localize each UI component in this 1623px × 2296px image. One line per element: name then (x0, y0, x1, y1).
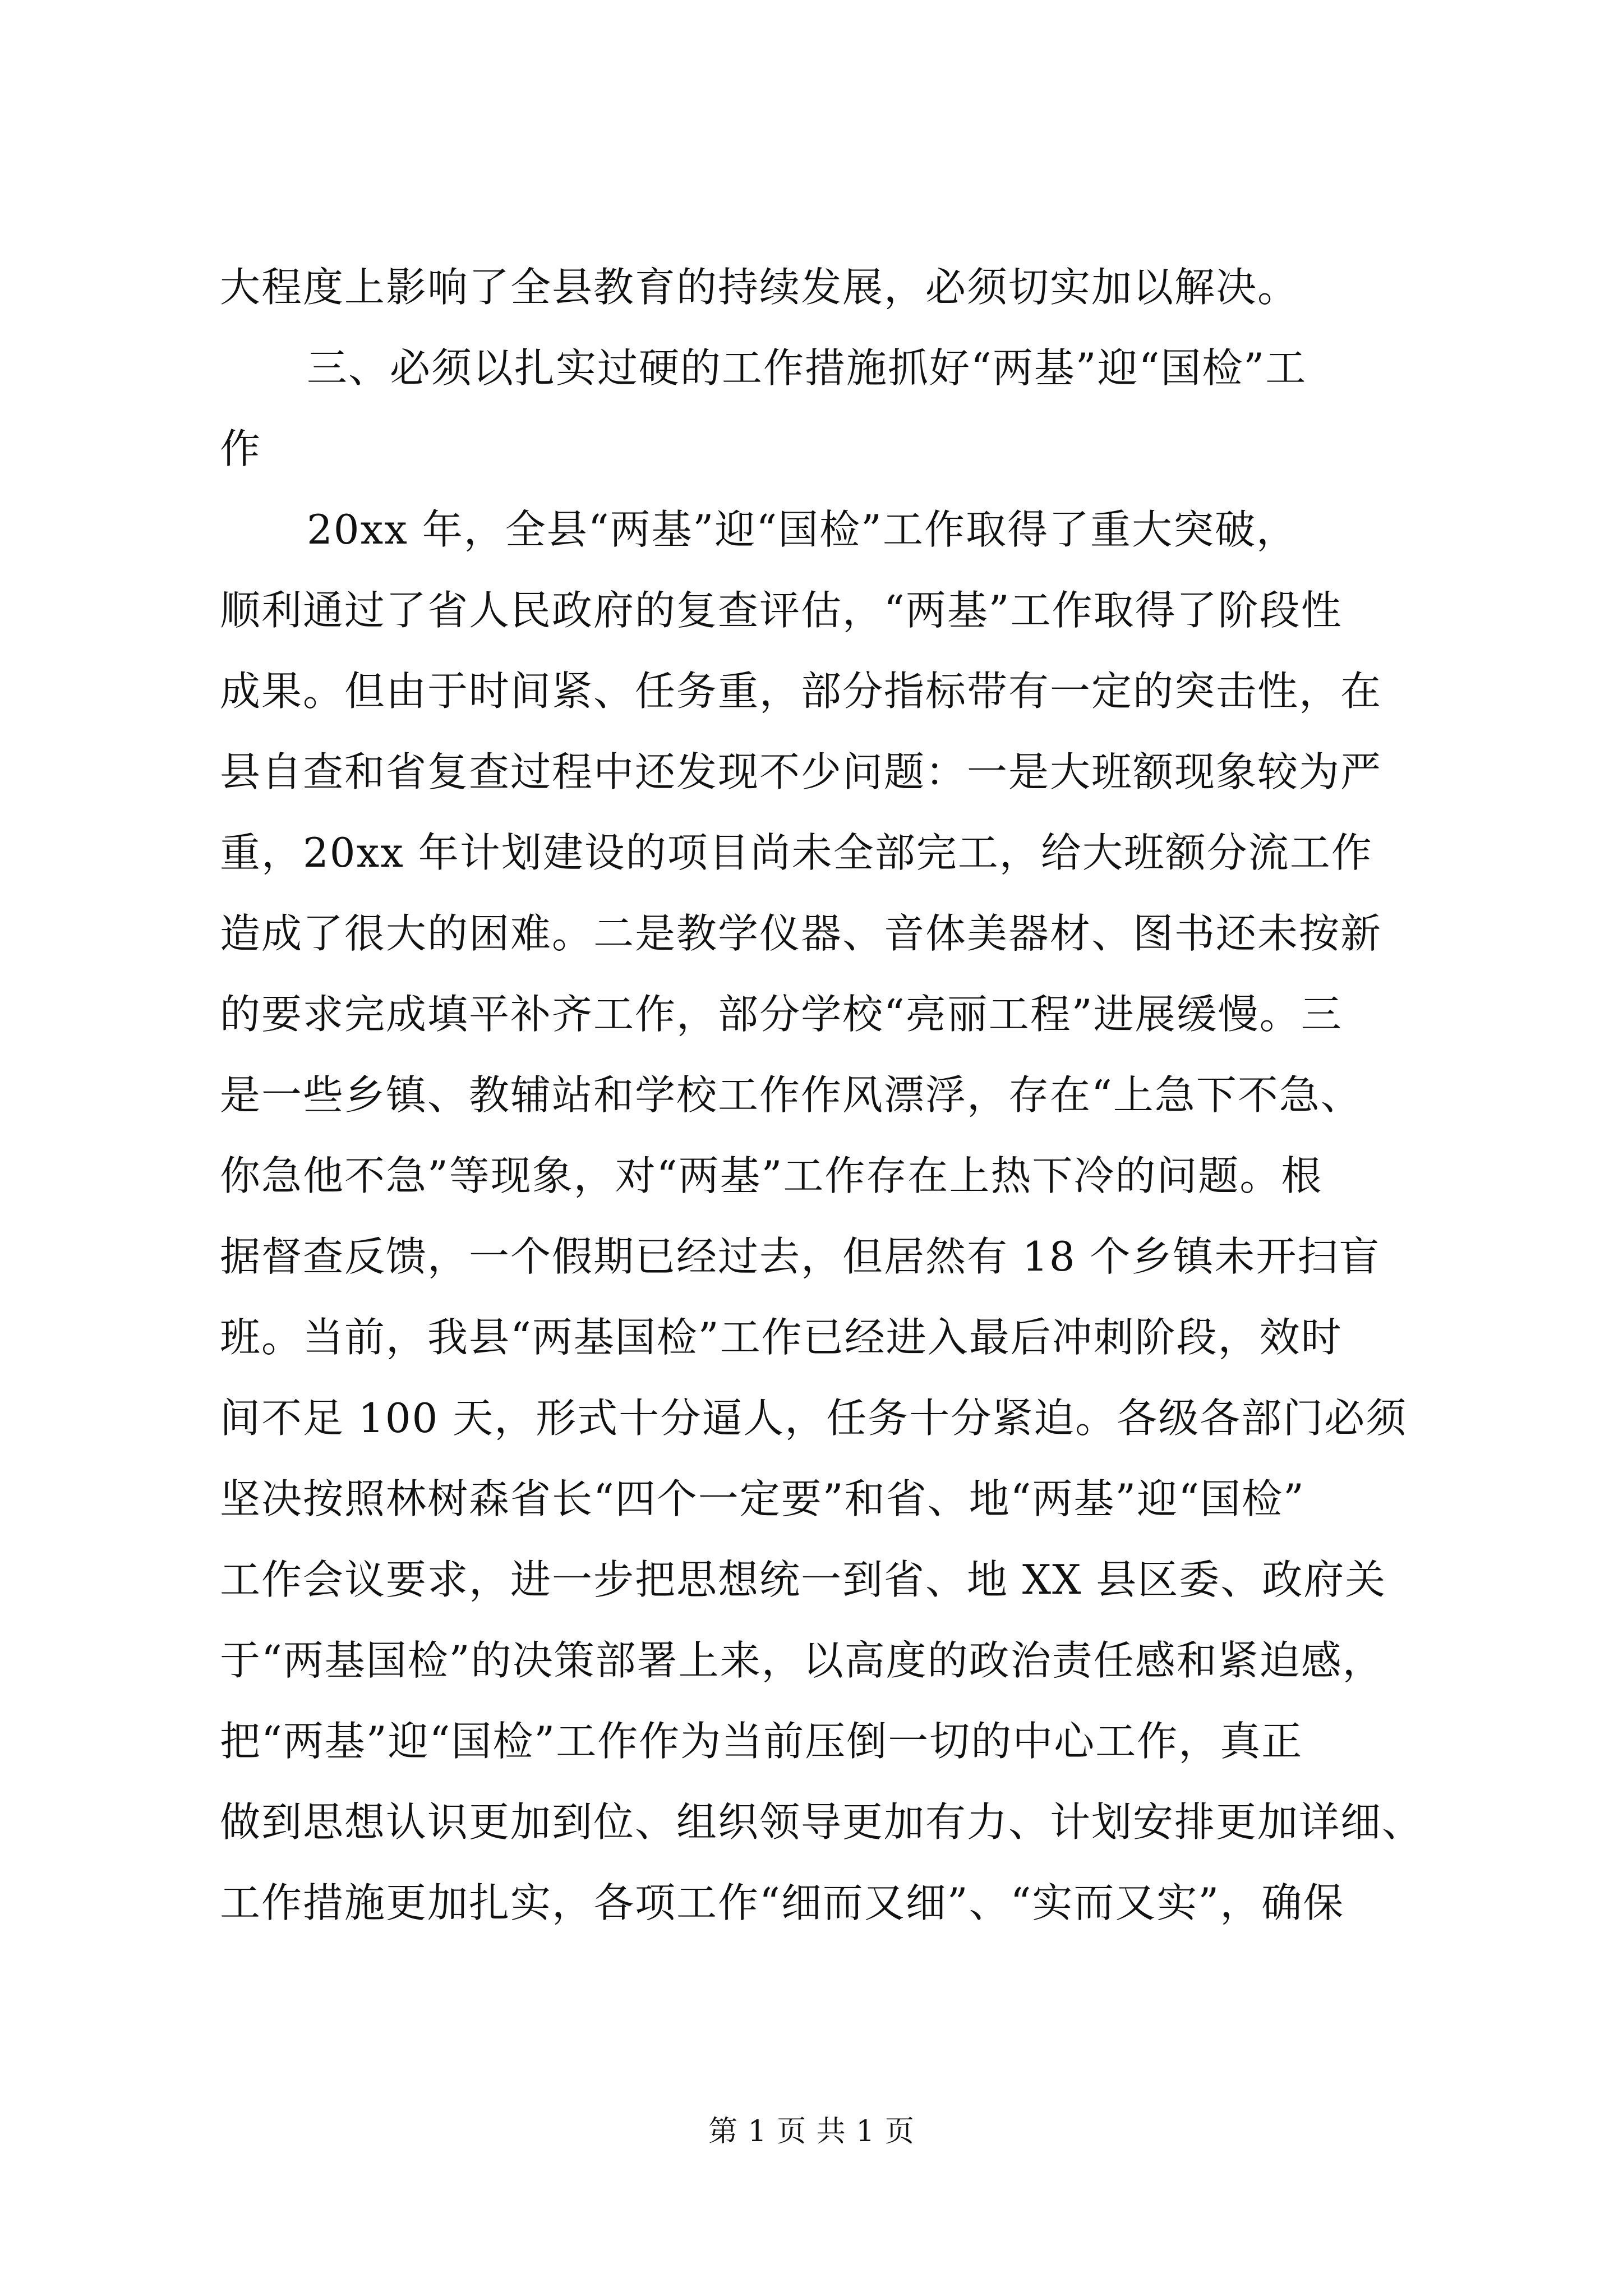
text-line: 20xx 年，全县“两基”迎“国检”工作取得了重大突破， (307, 506, 1298, 553)
text-line: 造成了很大的困难。二是教学仪器、音体美器材、图书还未按新 (220, 910, 1382, 957)
text-line: 坚决按照林树森省长“四个一定要”和省、地“两基”迎“国检” (220, 1475, 1305, 1522)
text-line: 工作会议要求，进一步把思想统一到省、地 XX 县区委、政府关 (220, 1556, 1387, 1603)
text-line: 你急他不急”等现象，对“两基”工作存在上热下冷的问题。根 (220, 1152, 1323, 1199)
text-line: 于“两基国检”的决策部署上来，以高度的政治责任感和紧迫感， (220, 1637, 1384, 1684)
text-line: 是一些乡镇、教辅站和学校工作作风漂浮，存在“上急下不急、 (220, 1071, 1362, 1119)
text-line: 的要求完成填平补齐工作，部分学校“亮丽工程”进展缓慢。三 (220, 991, 1343, 1038)
text-line: 班。当前，我县“两基国检”工作已经进入最后冲刺阶段，效时 (220, 1314, 1343, 1361)
section-heading: 三、必须以扎实过硬的工作措施抓好“两基”迎“国检”工 (307, 344, 1307, 392)
text-line: 把“两基”迎“国检”工作作为当前压倒一切的中心工作，真正 (220, 1718, 1303, 1765)
text-line: 重，20xx 年计划建设的项目尚未全部完工，给大班额分流工作 (220, 829, 1373, 876)
text-line: 大程度上影响了全县教育的持续发展，必须切实加以解决。 (220, 264, 1299, 311)
text-line: 成果。但由于时间紧、任务重，部分指标带有一定的突击性，在 (220, 668, 1382, 715)
text-line: 做到思想认识更加到位、组织领导更加有力、计划安排更加详细、 (220, 1798, 1424, 1846)
page-number-footer: 第 1 页 共 1 页 (708, 2115, 915, 2148)
section-heading-continuation: 作 (220, 425, 262, 472)
text-line: 间不足 100 天，形式十分逼人，任务十分紧迫。各级各部门必须 (220, 1395, 1408, 1442)
text-line: 工作措施更加扎实，各项工作“细而又细”、“实而又实”，确保 (220, 1879, 1345, 1926)
text-line: 县自查和省复查过程中还发现不少问题：一是大班额现象较为严 (220, 748, 1382, 795)
text-line: 据督查反馈，一个假期已经过去，但居然有 18 个乡镇未开扫盲 (220, 1233, 1381, 1280)
text-line: 顺利通过了省人民政府的复查评估，“两基”工作取得了阶段性 (220, 587, 1343, 634)
document-body (220, 264, 1424, 1963)
